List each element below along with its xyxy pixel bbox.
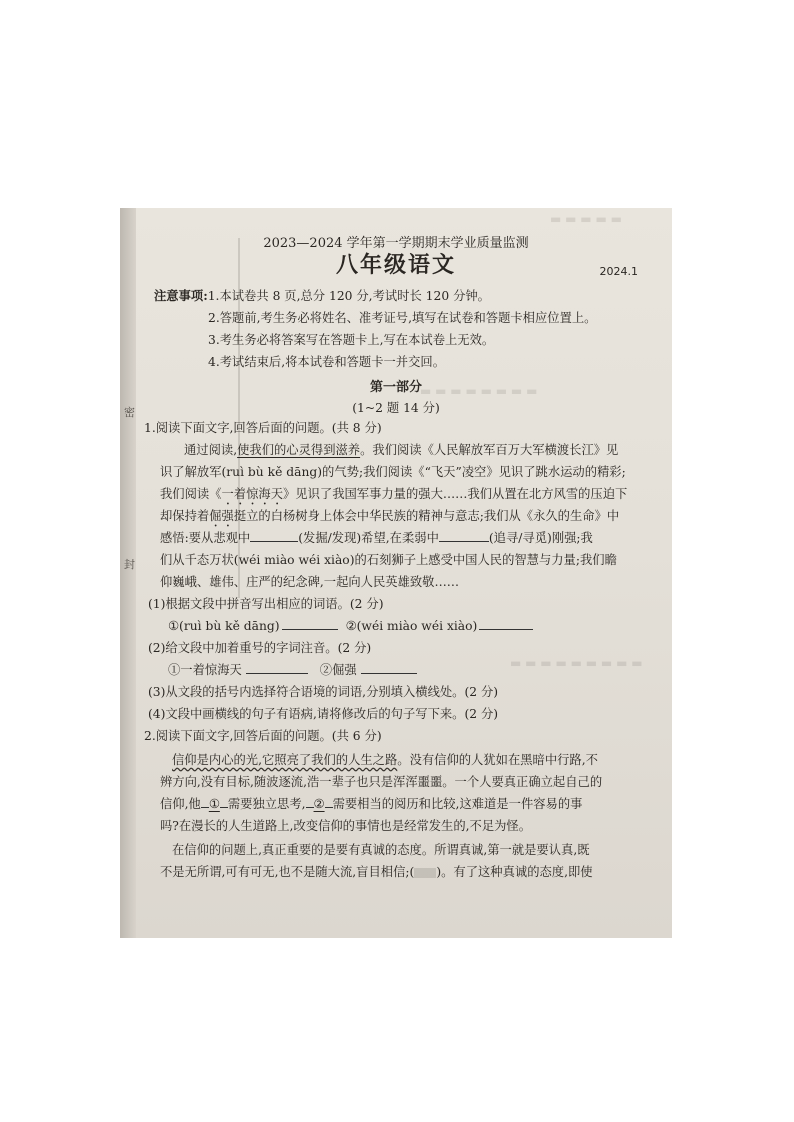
q1-para-line-3	[160, 486, 627, 508]
q2-wavy-sentence: 信仰是内心的光,它照亮了我们的人生之路	[172, 753, 398, 767]
bleed-through-text: ▬ ▬ ▬ ▬ ▬	[550, 212, 622, 226]
exam-paper-photo	[120, 208, 672, 938]
q1-answer-blank-4[interactable]	[361, 662, 417, 674]
q1-sub-2-item-1: ①一着惊海天	[168, 663, 242, 677]
q2-text: 需要相当的阅历和比较,这难道是一件容易的事	[332, 797, 583, 811]
q1-text: 感悟:要从悲观中	[160, 531, 251, 545]
q1-answer-blank-3[interactable]	[246, 662, 308, 674]
q2-blank-marker-1[interactable]: ①	[208, 797, 220, 811]
notice-item-4: 4.考试结束后,将本试卷和答题卡一并交回。	[208, 355, 445, 369]
q1-sub-2-answers	[168, 662, 417, 678]
q1-emphasis-word-2: 倔强	[209, 509, 234, 523]
q2-text: 。没有信仰的人犹如在黑暗中行路,不	[397, 753, 598, 767]
bleed-through-text: ▬ ▬ ▬ ▬ ▬ ▬ ▬ ▬	[420, 384, 538, 398]
q1-sub-4: (4)文段中画横线的句子有语病,请将修改后的句子写下来。(2 分)	[148, 707, 499, 721]
q1-sub-1-item-1: ①(ruì bù kě dāng)	[168, 619, 280, 633]
q1-sub-1-answers	[168, 618, 533, 634]
q1-para-line-1	[184, 442, 618, 458]
q1-text: 》见识了我国军事力量的强大……我们从置在北方风雪的压迫下	[283, 487, 628, 501]
exam-date: 2024.1	[599, 265, 638, 278]
q1-sub-1-item-2: ②(wéi miào wéi xiào)	[345, 619, 478, 633]
q1-sub-2-item-2: ②倔强	[319, 663, 357, 677]
q1-choice-2: (追寻/寻觅)	[488, 531, 552, 545]
notice-label: 注意事项:	[154, 288, 208, 303]
q1-text: 却保持着	[160, 509, 210, 523]
q2-text: )。有了这种真诚的态度,即使	[436, 865, 593, 879]
binding-strip	[120, 208, 136, 938]
notice-item-2: 2.答题前,考生务必将姓名、准考证号,填写在试卷和答题卡相应位置上。	[208, 311, 597, 325]
q2-para-line-2: 辨方向,没有目标,随波逐流,浩一辈子也只是浑浑噩噩。一个人要真正确立起自己的	[160, 775, 603, 789]
q1-sub-2: (2)给文段中加着重号的字词注音。(2 分)	[148, 641, 372, 655]
binding-seal-char: 密	[124, 406, 135, 419]
q2-para-line-6	[160, 864, 593, 880]
notice-item-3: 3.考生务必将答案写在答题卡上,写在本试卷上无效。	[208, 333, 495, 347]
q1-text: 。我们阅读《人民解放军百万大军横渡长江》见	[360, 443, 619, 457]
exam-title: 2023—2024 学年第一学期期末学业质量监测	[263, 236, 529, 251]
q1-blank-2[interactable]	[439, 530, 489, 542]
q1-para-line-4	[160, 508, 619, 530]
q1-sub-1: (1)根据文段中拼音写出相应的词语。(2 分)	[148, 597, 384, 611]
q1-text: 希望,在柔弱中	[361, 531, 439, 545]
q1-faulty-sentence: 使我们的心灵得到滋养	[237, 443, 361, 457]
q1-sub-3: (3)从文段的括号内选择符合语境的词语,分别填入横线处。(2 分)	[148, 685, 499, 699]
part-range: (1~2 题 14 分)	[352, 401, 440, 415]
q2-blank-marker-2[interactable]: ②	[313, 797, 325, 811]
q1-para-line-5	[160, 530, 593, 546]
q1-text: 挺立的白杨树身上体会中华民族的精神与意志;我们从《永久的生命》中	[233, 509, 620, 523]
q2-paren-blank[interactable]	[414, 868, 436, 878]
q2-stem: 2.阅读下面文字,回答后面的问题。(共 6 分)	[144, 729, 382, 743]
exam-subject: 八年级语文	[335, 252, 456, 278]
q1-para-line-7: 仰巍峨、雄伟、庄严的纪念碑,一起向人民英雄致敬……	[160, 575, 460, 589]
notice-line-1	[154, 288, 490, 304]
q2-text: 信仰,他	[160, 797, 201, 811]
q2-para-line-1	[172, 752, 598, 768]
binding-seal-char-2: 封	[124, 558, 135, 571]
q1-text: 我们阅读《	[160, 487, 222, 501]
q1-choice-1: (发掘/发现)	[298, 531, 362, 545]
bleed-through-text: ▬ ▬ ▬ ▬ ▬ ▬ ▬ ▬ ▬	[510, 656, 643, 670]
q1-stem: 1.阅读下面文字,回答后面的问题。(共 8 分)	[144, 421, 382, 435]
notice-item-1: 1.本试卷共 8 页,总分 120 分,考试时长 120 分钟。	[207, 289, 490, 303]
part-title: 第一部分	[369, 380, 422, 395]
q1-answer-blank-1[interactable]	[282, 618, 338, 630]
q1-para-line-2: 识了解放军(ruì bù kě dāng)的气势;我们阅读《“飞天”凌空》见识了跳水运动的精彩;	[160, 465, 626, 479]
q1-text: 通过阅读,	[184, 443, 238, 457]
q2-para-line-5: 在信仰的问题上,真正重要的是要有真诚的态度。所谓真诚,第一就是要认真,既	[172, 843, 590, 857]
q2-para-line-3	[160, 796, 582, 812]
q1-emphasis-word-1: 一着惊海天	[221, 487, 283, 501]
q2-text: 需要独立思考,	[227, 797, 306, 811]
q1-para-line-6: 们从千态万状(wéi miào wéi xiào)的石刻狮子上感受中国人民的智慧与力量;我们瞻	[160, 553, 617, 567]
q1-answer-blank-2[interactable]	[479, 618, 533, 630]
q2-para-line-4: 吗?在漫长的人生道路上,改变信仰的事情也是经常发生的,不足为怪。	[160, 819, 532, 833]
q1-blank-1[interactable]	[250, 530, 298, 542]
q1-text: 刚强;我	[551, 531, 593, 545]
q2-text: 不是无所谓,可有可无,也不是随大流,盲目相信;(	[160, 865, 415, 879]
